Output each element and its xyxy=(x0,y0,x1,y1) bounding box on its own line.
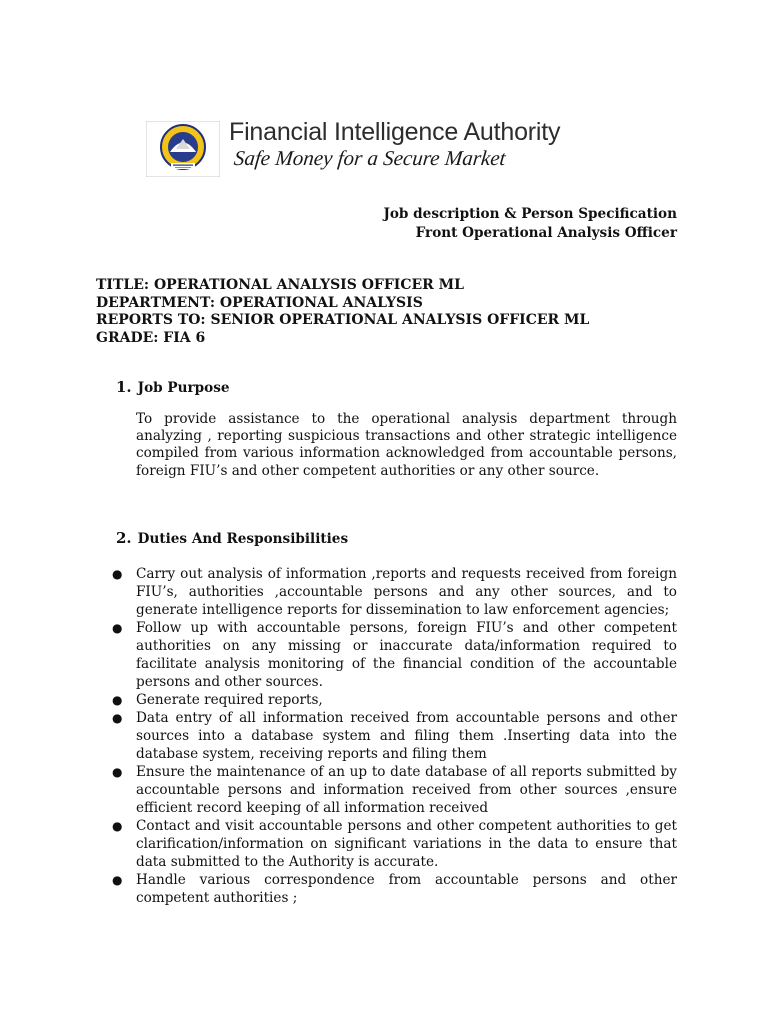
list-item: ● Follow up with accountable persons, foreign FIU’s and other competent authorities on any missing or inaccurate data/information required to facilitate analysis monitoring of the financial condition of the accountable persons and other sources. xyxy=(112,620,677,690)
job-reports-to: REPORTS TO: SENIOR OPERATIONAL ANALYSIS OFFICER ML xyxy=(96,312,590,328)
document-heading xyxy=(383,205,677,243)
section-title: Job Purpose xyxy=(137,380,230,396)
fia-logo-emblem xyxy=(146,121,220,177)
list-item: ● Carry out analysis of information ,reports and requests received from foreign FIU’s, authorities ,accountable persons and any other sources, and to generate intelligence reports for dissemination to law enforcement agencies; xyxy=(112,566,677,618)
bullet-icon: ● xyxy=(112,567,123,581)
position-name: Front Operational Analysis Officer xyxy=(415,225,677,241)
organization-name: Financial Intelligence Authority xyxy=(229,118,561,146)
list-item: ● Data entry of all information received from accountable persons and other sources into a database system and filing them .Inserting data into the database system, receiving reports and filing them xyxy=(112,710,677,762)
list-item: ● Ensure the maintenance of an up to date database of all reports submitted by accountable persons and information received from other sources ,ensure efficient record keeping of all information received xyxy=(112,764,677,816)
job-grade: GRADE: FIA 6 xyxy=(96,329,206,346)
job-purpose-paragraph: To provide assistance to the operational analysis department through analyzing , reporting suspicious transactions and other strategic intelligence compiled from various information acknowledged from accountable persons, foreign FIU’s and other competent authorities or any other source. xyxy=(136,411,677,479)
job-department: DEPARTMENT: OPERATIONAL ANALYSIS xyxy=(96,294,423,311)
section-number: 2. xyxy=(116,529,132,547)
document-type: Job description & Person Specification xyxy=(383,206,677,222)
duties-list xyxy=(112,565,677,907)
bullet-icon: ● xyxy=(112,765,123,779)
section-title: Duties And Responsibilities xyxy=(137,531,349,547)
job-title: TITLE: OPERATIONAL ANALYSIS OFFICER ML xyxy=(96,277,464,293)
bullet-icon: ● xyxy=(112,873,123,887)
bullet-icon: ● xyxy=(112,693,123,707)
list-item: ● Contact and visit accountable persons and other competent authorities to get clarification/information on significant variations in the data to ensure that data submitted to the Authority is accurate. xyxy=(112,818,677,870)
bullet-icon: ● xyxy=(112,711,123,725)
list-item: ● Handle various correspondence from accountable persons and other competent authorities ; xyxy=(112,872,677,906)
section-duties-heading xyxy=(116,529,348,547)
bullet-icon: ● xyxy=(112,819,123,833)
job-meta-block xyxy=(96,277,589,347)
section-job-purpose-heading xyxy=(116,378,230,396)
organization-tagline: Safe Money for a Secure Market xyxy=(232,146,507,170)
section-number: 1. xyxy=(116,378,132,396)
list-item: ● Generate required reports, xyxy=(112,692,323,708)
bullet-icon: ● xyxy=(112,621,123,635)
